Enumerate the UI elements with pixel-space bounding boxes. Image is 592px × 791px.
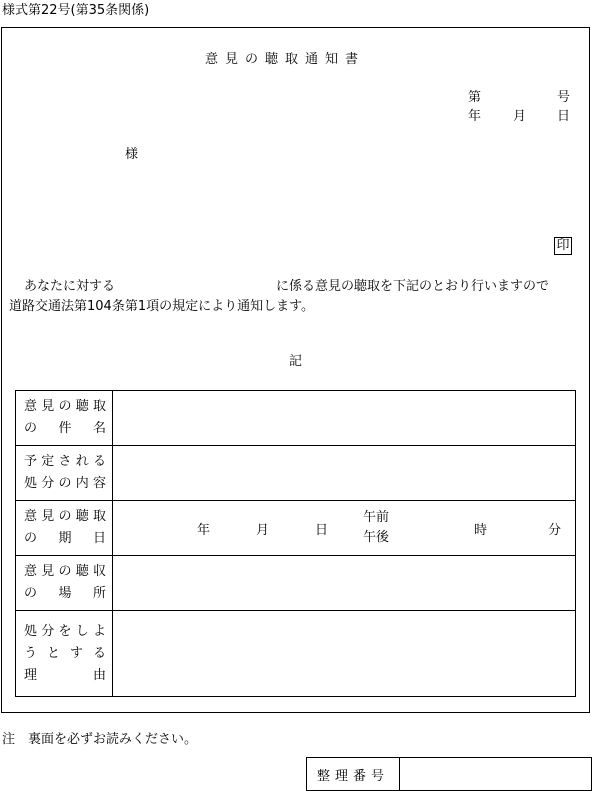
value-cell[interactable] [113, 556, 576, 611]
row-label-line: 意 見 の 聴 取 [24, 399, 106, 414]
value-cell[interactable] [113, 446, 576, 501]
ki-heading: 記 [289, 354, 303, 369]
number-go: 号 [557, 90, 571, 105]
number-dai: 第 [468, 90, 482, 105]
label-cell [16, 611, 113, 697]
hearing-year: 年 [197, 523, 211, 538]
row-label-line: う と す る [24, 645, 106, 661]
date-year: 年 [468, 109, 482, 124]
body-line1-a: あなたに対する [24, 279, 116, 294]
am-pm-choice [363, 508, 389, 548]
hearing-month: 月 [256, 523, 270, 538]
row-label-line: 予 定 さ れ る [24, 454, 106, 469]
row-reason [16, 611, 576, 697]
value-cell[interactable] [113, 611, 576, 697]
addressee-sama: 様 [125, 147, 139, 162]
row-place [16, 556, 576, 611]
seal-mark: 印 [554, 237, 572, 255]
label-cell [16, 446, 113, 501]
label-cell [16, 556, 113, 611]
row-label-line: 処 分 を し よ [24, 623, 106, 639]
label-cell [16, 391, 113, 446]
body-line2: 道路交通法第104条第1項の規定により通知します。 [9, 299, 315, 314]
date-month: 月 [513, 109, 527, 124]
row-label-line: の 場 所 [24, 586, 106, 601]
ref-label-cell [307, 758, 400, 791]
hearing-details-table [15, 390, 576, 697]
row-date [16, 501, 576, 556]
pm-option: 午後 [363, 530, 390, 545]
hearing-minute: 分 [548, 523, 562, 538]
body-line1-b: に係る意見の聴取を下記のとおり行いますので [276, 279, 550, 294]
row-label-line: の 期 日 [24, 531, 106, 546]
reference-number-table [306, 757, 592, 791]
document-title: 意見の聴取通知書 [205, 52, 366, 67]
footnote: 注 裏面を必ずお読みください。 [2, 732, 198, 747]
am-option: 午前 [363, 510, 390, 525]
value-cell[interactable] [113, 501, 576, 556]
row-disposition [16, 446, 576, 501]
row-label-line: 理 由 [24, 667, 106, 683]
row-label-line: の 件 名 [24, 421, 106, 436]
form-id: 様式第22号(第35条関係) [2, 3, 150, 18]
date-day: 日 [557, 109, 571, 124]
row-label-line: 意 見 の 聴 収 [24, 564, 106, 579]
ref-label: 整理番号 [316, 768, 389, 784]
row-subject [16, 391, 576, 446]
label-cell [16, 501, 113, 556]
hearing-day: 日 [315, 523, 329, 538]
ref-value-cell[interactable] [400, 758, 592, 791]
hearing-hour: 時 [474, 523, 488, 538]
value-cell[interactable] [113, 391, 576, 446]
row-label-line: 処 分 の 内 容 [24, 476, 106, 491]
row-label-line: 意 見 の 聴 取 [24, 509, 106, 524]
